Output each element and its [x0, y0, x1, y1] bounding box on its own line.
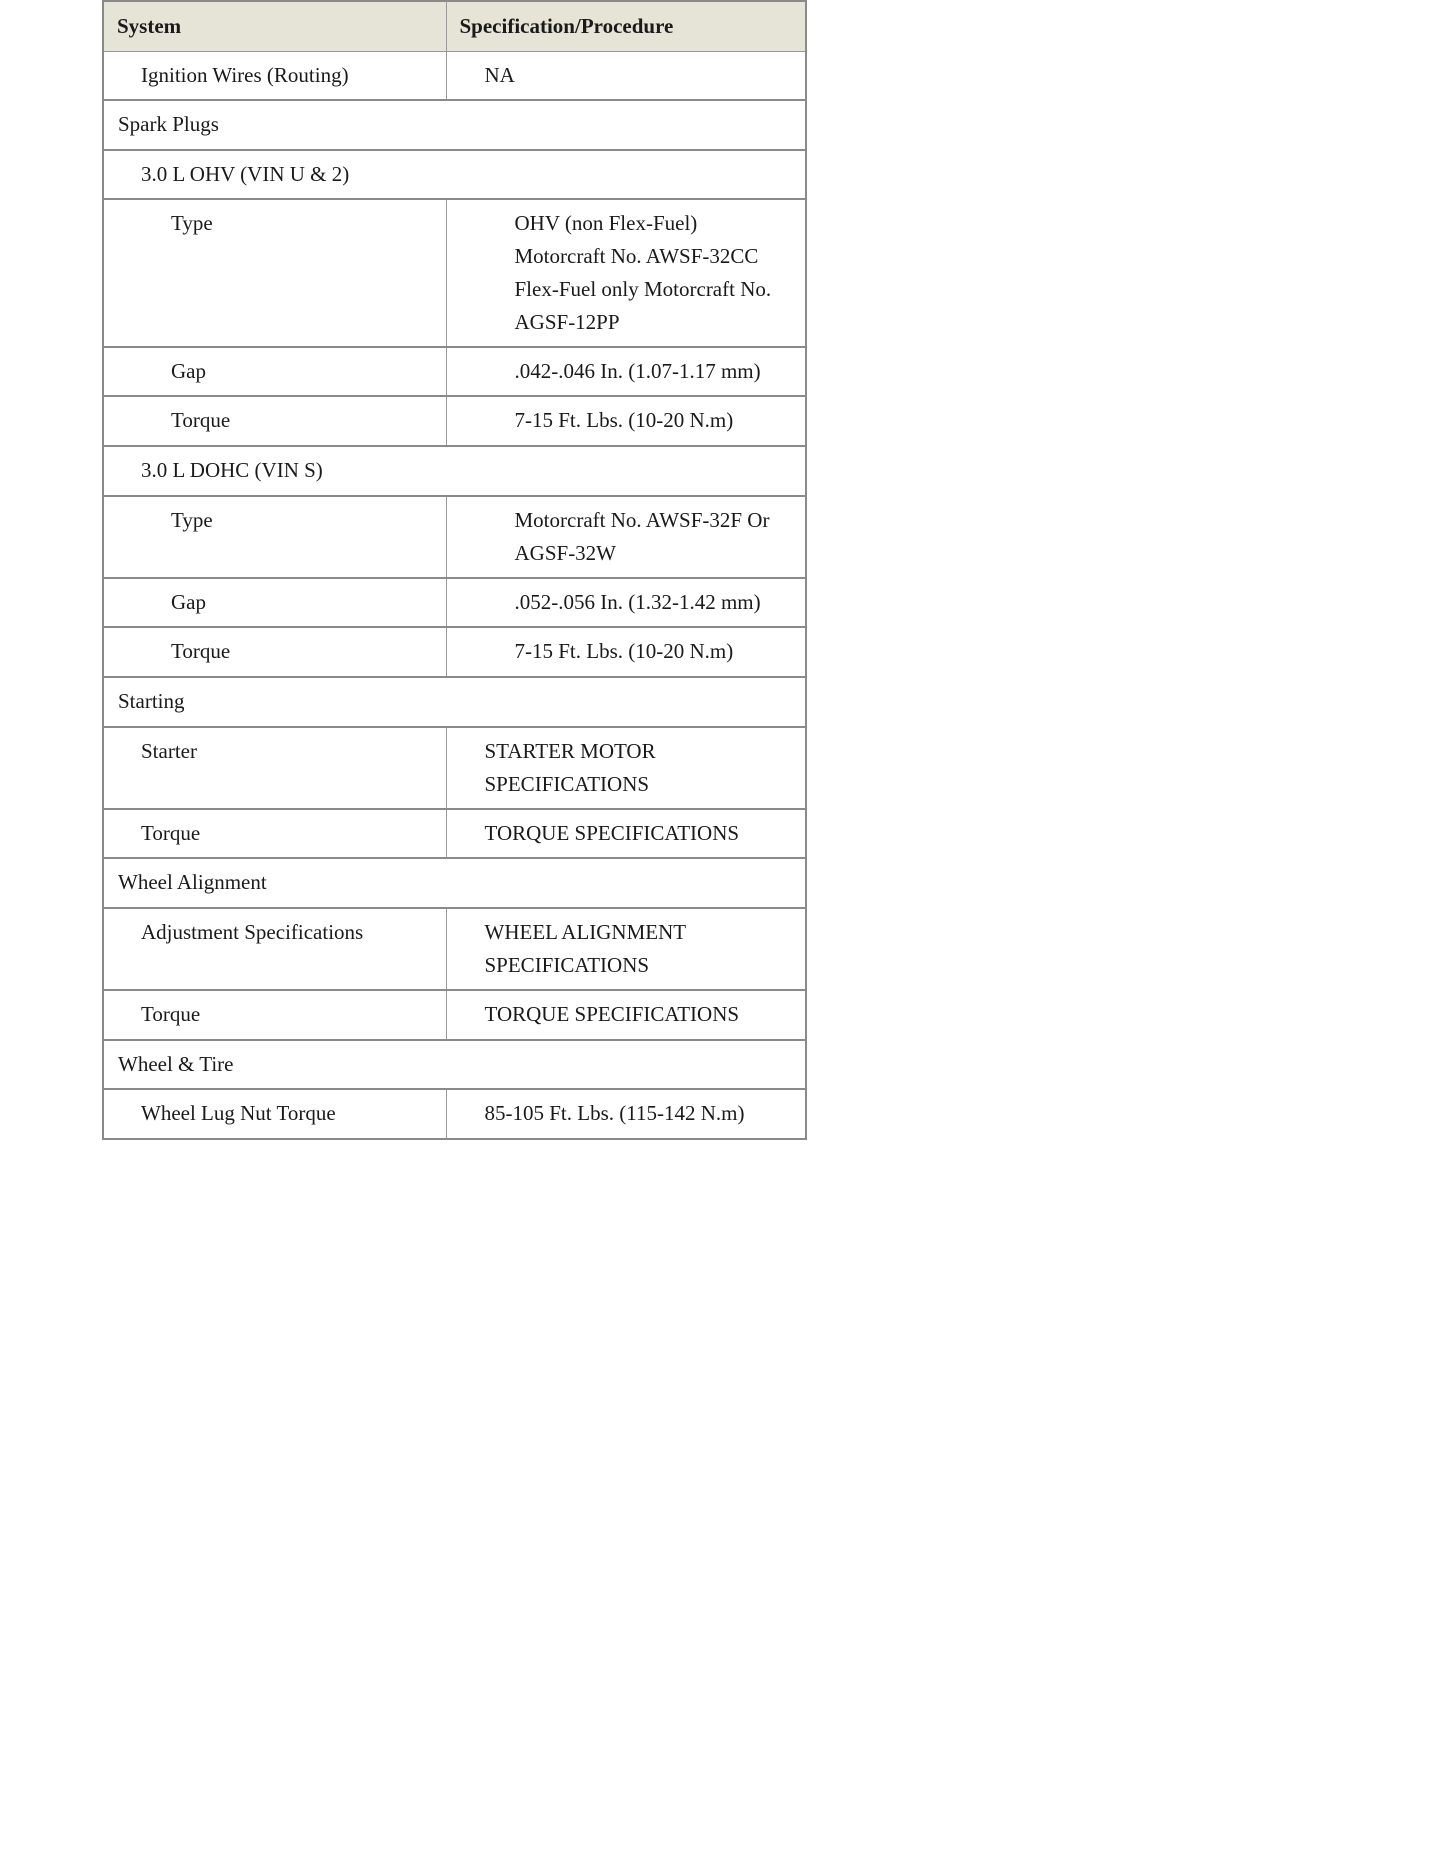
table-row	[103, 578, 806, 627]
spec-line: SPECIFICATIONS	[484, 953, 650, 977]
spec-cell	[446, 1089, 806, 1139]
table-row	[103, 396, 806, 446]
spec-line: WHEEL ALIGNMENT	[484, 920, 687, 944]
spec-line: OHV (non Flex-Fuel)	[514, 211, 698, 235]
spec-line: 7-15 Ft. Lbs. (10-20 N.m)	[514, 639, 734, 663]
system-cell: Starter	[103, 727, 446, 809]
section-heading: Starting	[103, 677, 806, 727]
spec-line: TORQUE SPECIFICATIONS	[484, 821, 740, 845]
section-row	[103, 677, 806, 727]
system-cell: Ignition Wires (Routing)	[103, 52, 446, 101]
spec-line: AGSF-32W	[514, 541, 617, 565]
table-row	[103, 627, 806, 677]
system-cell: Torque	[103, 990, 446, 1040]
section-row	[103, 100, 806, 150]
spec-cell	[446, 809, 806, 858]
table-row	[103, 809, 806, 858]
system-cell: Gap	[103, 347, 446, 396]
system-cell: Torque	[103, 627, 446, 677]
spec-line: Motorcraft No. AWSF-32F Or	[514, 508, 770, 532]
section-heading: Wheel Alignment	[103, 858, 806, 908]
section-heading: Wheel & Tire	[103, 1040, 806, 1089]
spec-cell	[446, 347, 806, 396]
specifications-table	[102, 0, 807, 1140]
spec-cell	[446, 396, 806, 446]
section-row	[103, 858, 806, 908]
table-row	[103, 199, 806, 347]
table-row	[103, 347, 806, 396]
spec-cell	[446, 52, 806, 101]
section-heading: Spark Plugs	[103, 100, 806, 150]
system-cell: Type	[103, 496, 446, 578]
column-header-system: System	[103, 1, 446, 52]
table-row	[103, 52, 806, 101]
spec-cell	[446, 199, 806, 347]
spec-cell	[446, 496, 806, 578]
spec-line: AGSF-12PP	[514, 310, 620, 334]
table-row	[103, 727, 806, 809]
subsection-row	[103, 150, 806, 199]
spec-line: NA	[484, 63, 515, 87]
system-cell: Adjustment Specifications	[103, 908, 446, 990]
system-cell: Gap	[103, 578, 446, 627]
system-cell: Torque	[103, 396, 446, 446]
spec-line: Flex-Fuel only Motorcraft No.	[514, 277, 772, 301]
spec-line: Motorcraft No. AWSF-32CC	[514, 244, 759, 268]
spec-line: STARTER MOTOR	[484, 739, 656, 763]
spec-line: .052-.056 In. (1.32-1.42 mm)	[514, 590, 761, 614]
table-row	[103, 496, 806, 578]
table-row	[103, 990, 806, 1040]
spec-cell	[446, 908, 806, 990]
spec-cell	[446, 990, 806, 1040]
system-cell: Type	[103, 199, 446, 347]
spec-cell	[446, 727, 806, 809]
table-row	[103, 1089, 806, 1139]
column-header-specification: Specification/Procedure	[446, 1, 806, 52]
subsection-heading: 3.0 L DOHC (VIN S)	[103, 446, 806, 496]
subsection-row	[103, 446, 806, 496]
table-row	[103, 908, 806, 990]
section-row	[103, 1040, 806, 1089]
spec-line: TORQUE SPECIFICATIONS	[484, 1002, 740, 1026]
spec-line: 85-105 Ft. Lbs. (115-142 N.m)	[484, 1101, 745, 1125]
spec-line: SPECIFICATIONS	[484, 772, 650, 796]
subsection-heading: 3.0 L OHV (VIN U & 2)	[103, 150, 806, 199]
table-header-row	[103, 1, 806, 52]
spec-cell	[446, 578, 806, 627]
spec-cell	[446, 627, 806, 677]
spec-line: .042-.046 In. (1.07-1.17 mm)	[514, 359, 761, 383]
system-cell: Wheel Lug Nut Torque	[103, 1089, 446, 1139]
spec-line: 7-15 Ft. Lbs. (10-20 N.m)	[514, 408, 734, 432]
system-cell: Torque	[103, 809, 446, 858]
